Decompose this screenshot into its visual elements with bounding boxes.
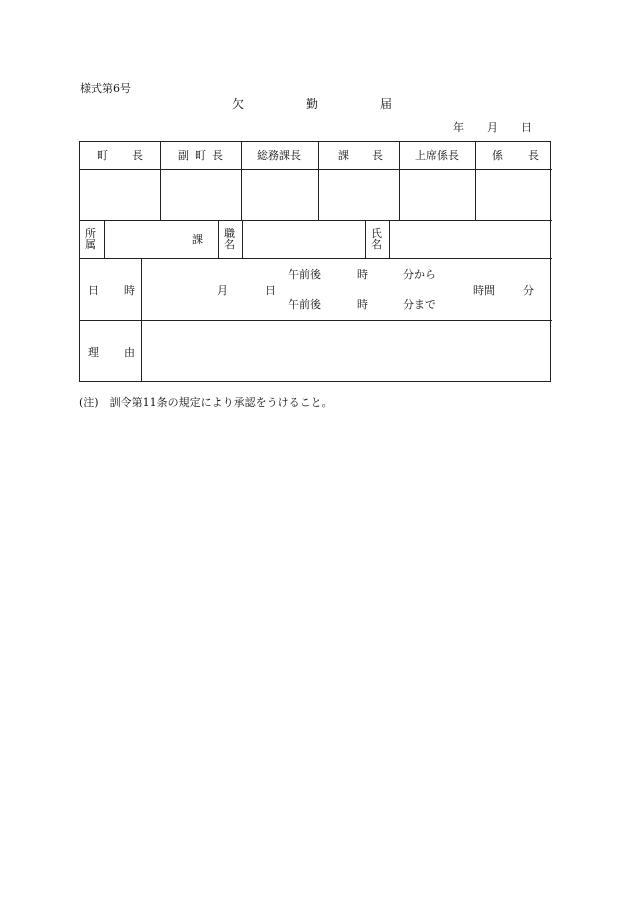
table-line (218, 220, 219, 258)
to-ampm-label: 午前後 (288, 298, 321, 311)
footnote: (注) 訓令第11条の規定により承認をうけること。 (79, 396, 333, 409)
approval-header-label: 総務課長 (257, 149, 301, 162)
approval-header-label: 長 (528, 149, 539, 162)
job-title-label: 職名 (224, 227, 235, 251)
approval-header-label: 町 (195, 149, 206, 162)
form-table (79, 141, 551, 382)
seal-box-section-chief[interactable] (319, 170, 399, 220)
from-hour-label: 時 (357, 268, 368, 281)
approval-header-label: 町 (97, 149, 108, 162)
approval-header-label: 長 (132, 149, 143, 162)
datetime-label: 日 (88, 284, 99, 297)
approval-header-label: 長 (372, 149, 383, 162)
form-title-char: 勤 (306, 97, 319, 111)
approval-header-label: 課 (338, 149, 349, 162)
approval-header-label: 係 (492, 149, 503, 162)
form-title-char: 届 (380, 97, 393, 111)
month-label: 月 (217, 284, 228, 297)
approval-header-label: 長 (212, 149, 223, 162)
hours-label: 時間 (473, 284, 495, 297)
form-number: 様式第6号 (80, 82, 131, 95)
affiliation-label: 所属 (85, 227, 96, 251)
name-label: 氏名 (371, 227, 382, 251)
from-minute-label: 分から (403, 268, 436, 281)
seal-box-senior-subsection-chief[interactable] (400, 170, 475, 220)
seal-box-general-affairs-chief[interactable] (242, 170, 318, 220)
table-line (365, 220, 366, 258)
approval-header-label: 副 (178, 149, 189, 162)
minutes-label: 分 (523, 284, 534, 297)
name-field[interactable] (390, 221, 552, 258)
reason-field[interactable] (142, 321, 552, 382)
to-minute-label: 分まで (403, 298, 436, 311)
seal-box-mayor[interactable] (80, 170, 160, 220)
date-year-label: 年 (453, 121, 464, 134)
day-label: 日 (265, 284, 276, 297)
seal-box-deputy-mayor[interactable] (161, 170, 241, 220)
seal-box-subsection-chief[interactable] (476, 170, 552, 220)
section-suffix-label: 課 (192, 233, 203, 246)
date-day-label: 日 (521, 121, 532, 134)
reason-label: 理 (88, 346, 99, 359)
job-title-field[interactable] (243, 221, 365, 258)
form-title-char: 欠 (232, 97, 245, 111)
date-month-label: 月 (487, 121, 498, 134)
to-hour-label: 時 (357, 298, 368, 311)
from-ampm-label: 午前後 (288, 268, 321, 281)
reason-label: 由 (124, 346, 135, 359)
datetime-label: 時 (124, 284, 135, 297)
approval-header-label: 上席係長 (415, 149, 459, 162)
